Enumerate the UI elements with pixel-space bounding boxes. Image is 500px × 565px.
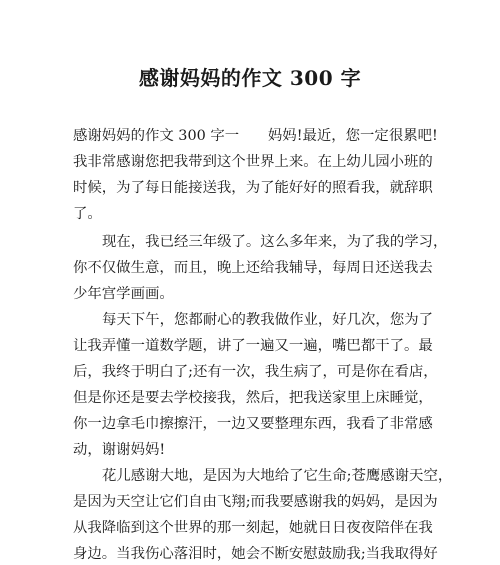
text-line: 但是你还是要去学校接我，然后，把我送家里上床睡觉， [73,390,433,406]
text-line: 是因为天空让它们自由飞翔;而我要感谢我的妈妈，是因为 [73,494,438,510]
text-line: 动，谢谢妈妈! [73,442,166,458]
text-line: 了。 [73,206,102,222]
document-title: 感谢妈妈的作文 300 字 [138,66,362,90]
text-line: 从我降临到这个世界的那一刻起，她就日日夜夜陪伴在我 [73,520,433,536]
text-line: 你不仅做生意，而且，晚上还给我辅导，每周日还送我去 [73,260,433,276]
text-line: 让我弄懂一道数学题，讲了一遍又一遍，嘴巴都干了。最 [73,338,433,354]
text-line: 时候，为了每日能接送我，为了能好好的照看我，就辞职 [73,180,433,196]
text-line: 花儿感谢大地，是因为大地给了它生命;苍鹰感谢天空， [102,468,453,484]
text-line: 身边。当我伤心落泪时，她会不断安慰鼓励我;当我取得好 [73,546,438,562]
text-line: 后，我终于明白了;还有一次，我生病了，可是你在看店， [73,364,438,380]
text-line: 感谢妈妈的作文 300 字一 妈妈!最近，您一定很累吧! [73,128,438,144]
text-line: 你一边拿毛巾擦擦汗，一边又要整理东西，我看了非常感 [73,416,433,432]
text-line: 现在，我已经三年级了。这么多年来，为了我的学习， [102,234,448,250]
text-line: 少年宫学画画。 [73,286,174,302]
text-line: 每天下午，您都耐心的教我做作业，好几次，您为了 [102,312,433,328]
text-line: 我非常感谢您把我带到这个世界上来。在上幼儿园小班的 [73,154,433,170]
